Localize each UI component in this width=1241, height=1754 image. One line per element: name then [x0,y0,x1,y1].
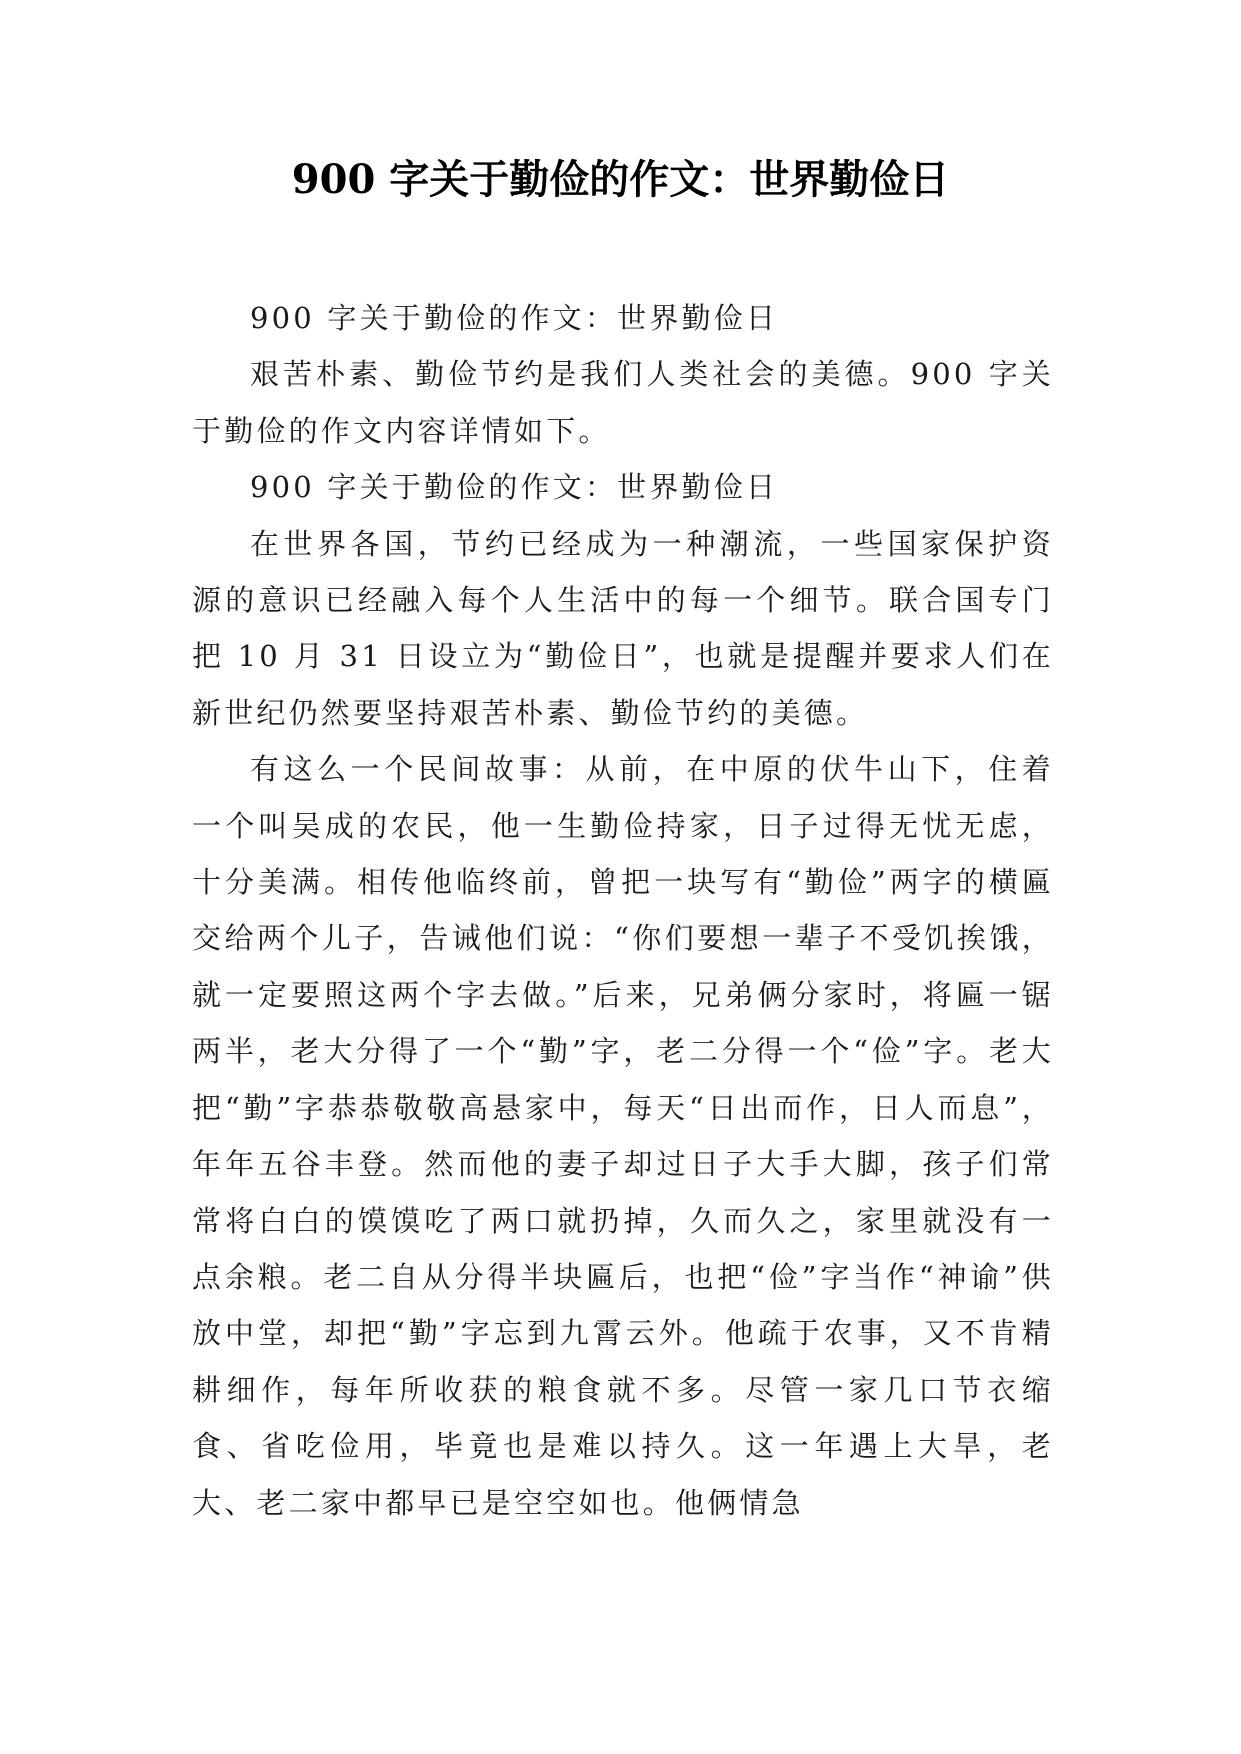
paragraph-folk-story: 有这么一个民间故事：从前，在中原的伏牛山下，住着一个叫吴成的农民，他一生勤俭持家，日子过得无忧无虑，十分美满。相传他临终前，曾把一块写有“勤俭”两字的横匾交给两个儿子，告诫他们说：“你们要想一辈子不受饥挨饿，就一定要照这两个字去做。”后来，兄弟俩分家时，将匾一锯两半，老大分得了一个“勤”字，老二分得一个“俭”字。老大把“勤”字恭恭敬敬高悬家中，每天“日出而作，日人而息”，年年五谷丰登。然而他的妻子却过日子大手大脚，孩子们常常将白白的馍馍吃了两口就扔掉，久而久之，家里就没有一点余粮。老二自从分得半块匾后，也把“俭”字当作“神谕”供放中堂，却把“勤”字忘到九霄云外。他疏于农事，又不肯精耕细作，每年所收获的粮食就不多。尽管一家几口节衣缩食、省吃俭用，毕竟也是难以持久。这一年遇上大旱，老大、老二家中都早已是空空如也。他俩情急 [192,752,1054,1520]
paragraph-intro: 艰苦朴素、勤俭节约是我们人类社会的美德。900 字关于勤俭的作文内容详情如下。 [192,357,1054,448]
document-body [192,290,1054,1531]
paragraph-world-frugality-day: 在世界各国，节约已经成为一种潮流，一些国家保护资源的意识已经融入每个人生活中的每一个细节。联合国专门把 10 月 31 日设立为“勤俭日”，也就是提醒并要求人们在新世纪仍然要坚持艰苦朴素、勤俭节约的美德。 [192,526,1054,730]
paragraph-subtitle: 900 字关于勤俭的作文：世界勤俭日 [250,301,779,335]
document-title: 900 字关于勤俭的作文：世界勤俭日 [291,156,950,203]
paragraph-subtitle-repeat: 900 字关于勤俭的作文：世界勤俭日 [250,470,779,505]
